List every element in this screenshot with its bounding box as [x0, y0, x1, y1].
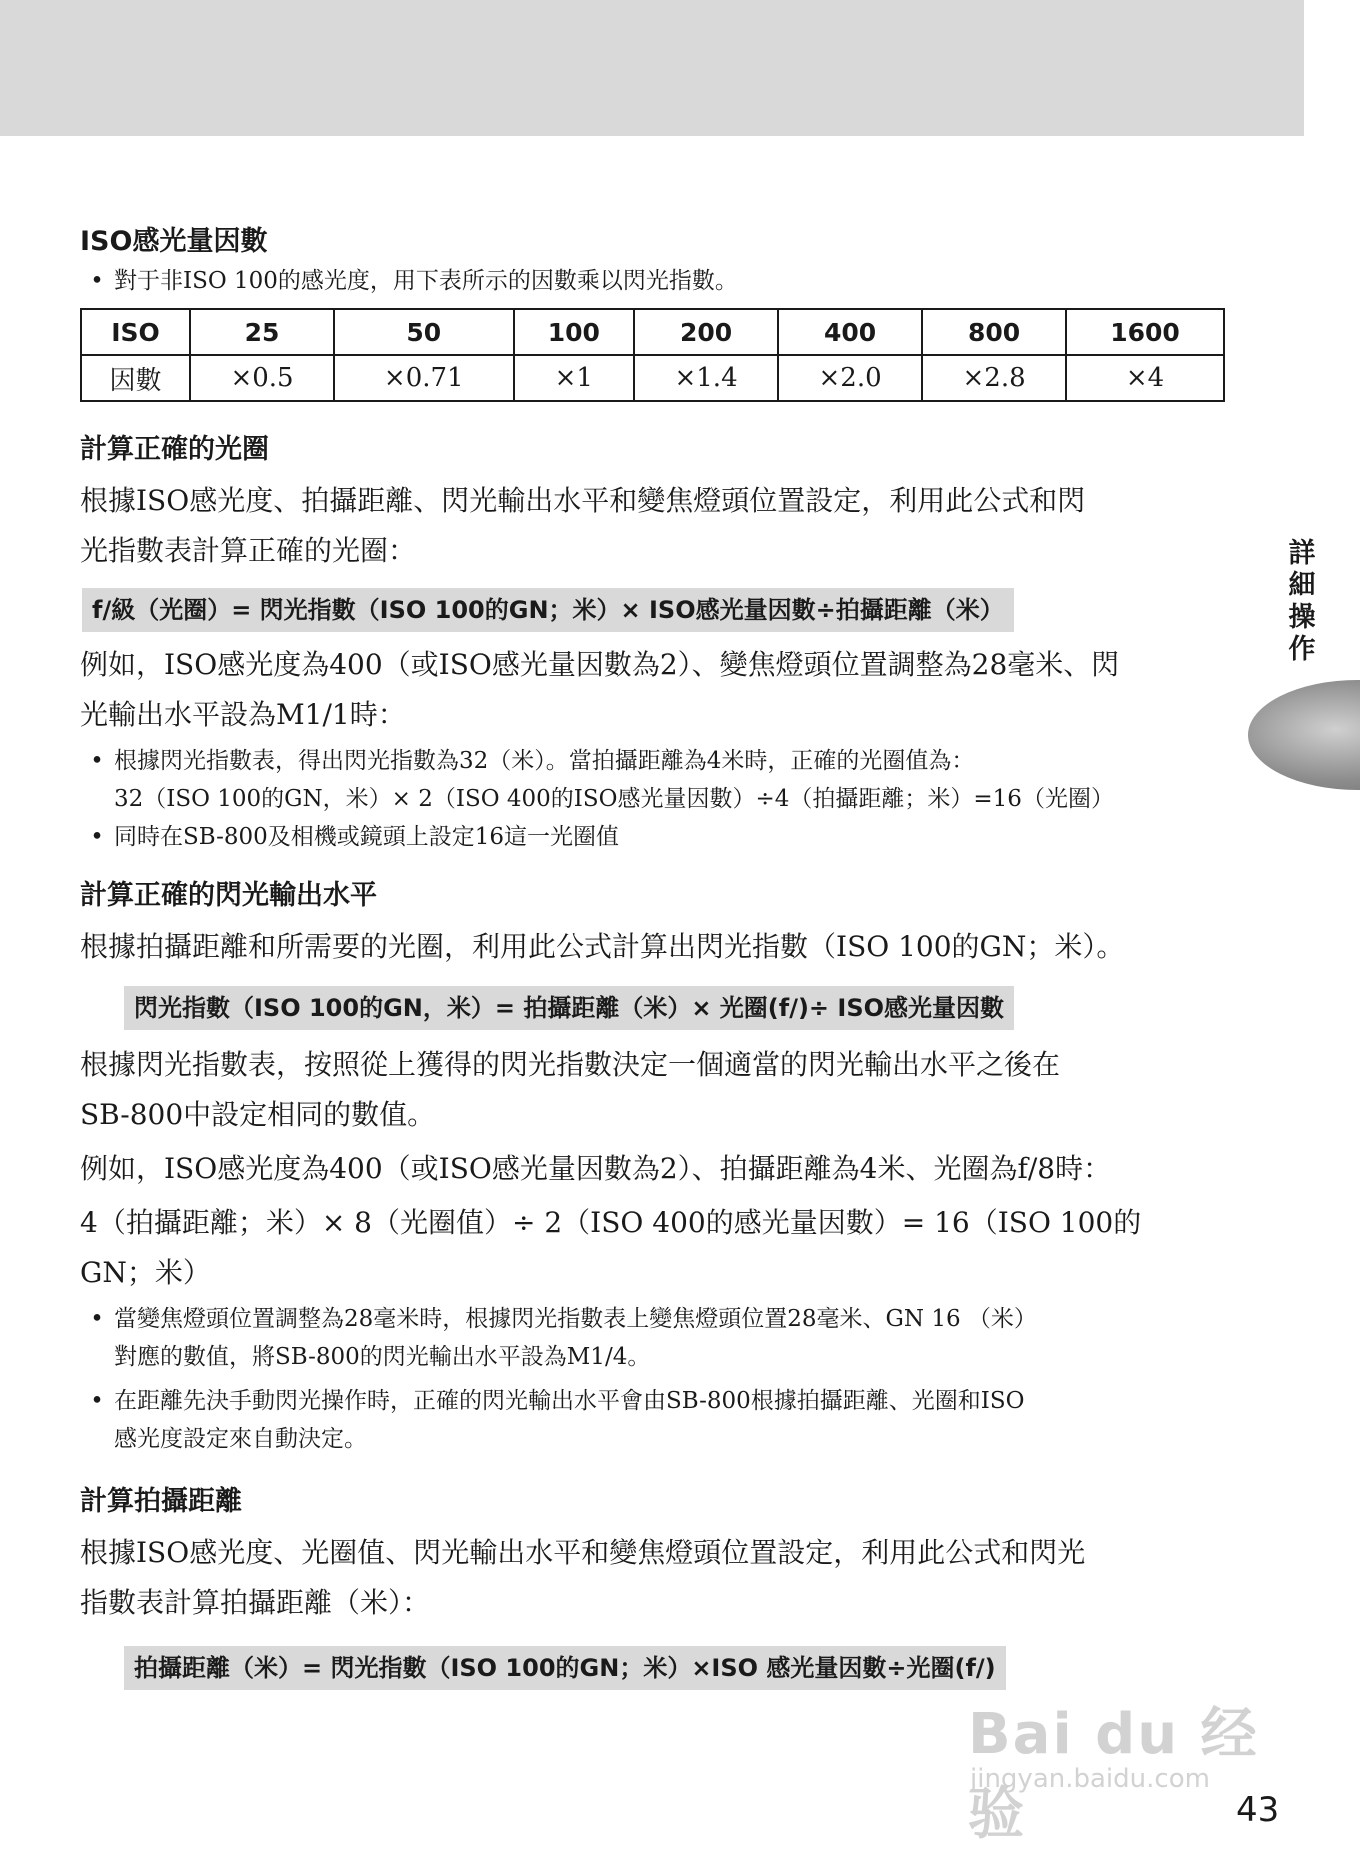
chapter-tab-marker: [1248, 680, 1360, 790]
bullet-output-1: [80, 1300, 1230, 1338]
formula-aperture: f/級（光圈）= 閃光指數（ISO 100的GN；米）× ISO感光量因數÷拍攝距離（米）: [82, 588, 1014, 632]
chapter-tab-label: 詳細操作: [1288, 538, 1316, 665]
page-content: [80, 224, 1230, 1690]
bullet-continuation: 32（ISO 100的GN，米）× 2（ISO 400的ISO感光量因數）÷4（拍攝距離；米）=16（光圈）: [114, 786, 1114, 812]
bullet-text: 同時在SB-800及相機或鏡頭上設定16這一光圈值: [114, 824, 620, 850]
table-cell: ×1.4: [634, 355, 778, 401]
paragraph-distance-intro: 指數表計算拍攝距離（米）：: [80, 1586, 431, 1619]
bullet-dot: •: [90, 1306, 104, 1332]
bullet-text: 當變焦燈頭位置調整為28毫米時，根據閃光指數表上變焦燈頭位置28毫米、GN 16 （米）: [114, 1306, 1037, 1332]
table-cell: 100: [514, 309, 635, 355]
paragraph-aperture-intro: 光指數表計算正確的光圈：: [80, 534, 417, 567]
table-cell: ×2.8: [922, 355, 1066, 401]
paragraph-aperture-example: 例如，ISO感光度為400（或ISO感光量因數為2）、變焦燈頭位置調整為28毫米、閃: [80, 648, 1120, 681]
page-number: 43: [1236, 1790, 1280, 1830]
watermark-brand: Bai du 经验: [968, 1702, 1259, 1847]
bullet-continuation: 對應的數值，將SB-800的閃光輸出水平設為M1/4。: [114, 1344, 651, 1370]
bullet-dot: •: [90, 748, 104, 774]
formula-distance: 拍攝距離（米）= 閃光指數（ISO 100的GN；米）×ISO 感光量因數÷光圈(f/): [124, 1646, 1006, 1690]
iso-factor-table: [80, 308, 1225, 402]
paragraph-distance-intro: 根據ISO感光度、光圈值、閃光輸出水平和變焦燈頭位置設定，利用此公式和閃光: [80, 1536, 1086, 1569]
table-cell: 因數: [81, 355, 190, 401]
bullet-output-2: [80, 1382, 1230, 1420]
table-cell: 50: [334, 309, 514, 355]
table-cell: ×1: [514, 355, 635, 401]
paragraph-output-intro: 根據拍攝距離和所需要的光圈，利用此公式計算出閃光指數（ISO 100的GN；米）。: [80, 930, 1125, 963]
table-header-row: [81, 309, 1224, 355]
table-cell: ISO: [81, 309, 190, 355]
bullet-continuation: 感光度設定來自動決定。: [114, 1426, 367, 1452]
bullet-text: 對于非ISO 100的感光度，用下表所示的因數乘以閃光指數。: [114, 268, 738, 294]
bullet-text: 在距離先決手動閃光操作時，正確的閃光輸出水平會由SB-800根據拍攝距離、光圈和ISO: [114, 1388, 1025, 1414]
heading-iso-factor: ISO感光量因數: [80, 226, 268, 257]
table-cell: 800: [922, 309, 1066, 355]
paragraph-output-calc: 4（拍攝距離；米）× 8（光圈值）÷ 2（ISO 400的感光量因數）= 16（ISO 100的: [80, 1206, 1142, 1239]
paragraph-output-calc: GN；米）: [80, 1256, 211, 1289]
table-cell: ×2.0: [778, 355, 922, 401]
table-cell: 200: [634, 309, 778, 355]
bullet-dot: •: [90, 824, 104, 850]
table-cell: 400: [778, 309, 922, 355]
header-band: [0, 0, 1304, 136]
bullet-text: 根據閃光指數表，得出閃光指數為32（米）。當拍攝距離為4米時，正確的光圈值為：: [114, 748, 975, 774]
table-cell: 25: [190, 309, 334, 355]
formula-flash-output: 閃光指數（ISO 100的GN，米）= 拍攝距離（米）× 光圈(f/)÷ ISO感光量因數: [124, 986, 1014, 1030]
paragraph-output-example: 例如，ISO感光度為400（或ISO感光量因數為2）、拍攝距離為4米、光圈為f/8時：: [80, 1152, 1112, 1185]
heading-calc-distance: 計算拍攝距離: [80, 1486, 242, 1517]
paragraph-output: 根據閃光指數表，按照從上獲得的閃光指數決定一個適當的閃光輸出水平之後在: [80, 1048, 1061, 1081]
table-cell: ×0.71: [334, 355, 514, 401]
watermark-url: jingyan.baidu.com: [970, 1764, 1210, 1794]
paragraph-aperture-example: 光輸出水平設為M1/1時：: [80, 698, 406, 731]
bullet-aperture-2: [80, 818, 1230, 856]
bullet-dot: •: [90, 1388, 104, 1414]
bullet-iso-factor: [80, 262, 1230, 300]
table-cell: ×0.5: [190, 355, 334, 401]
bullet-dot: •: [90, 268, 104, 294]
bullet-aperture-1: [80, 742, 1230, 780]
table-cell: ×4: [1066, 355, 1224, 401]
paragraph-aperture-intro: 根據ISO感光度、拍攝距離、閃光輸出水平和變焦燈頭位置設定，利用此公式和閃: [80, 484, 1086, 517]
table-row: [81, 355, 1224, 401]
heading-calc-flash-output: 計算正確的閃光輸出水平: [80, 880, 377, 911]
table-cell: 1600: [1066, 309, 1224, 355]
heading-calc-aperture: 計算正確的光圈: [80, 434, 269, 465]
paragraph-output: SB-800中設定相同的數值。: [80, 1098, 436, 1131]
